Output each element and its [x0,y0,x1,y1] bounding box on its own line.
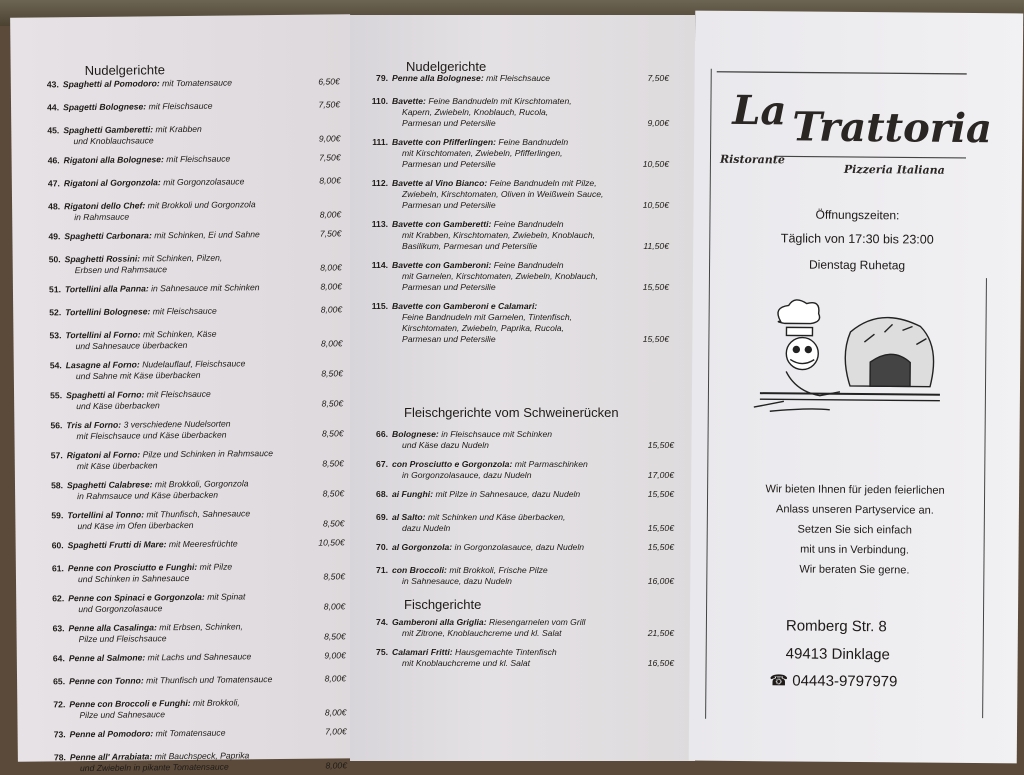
menu-item-price: 8,50€ [321,398,344,409]
menu-item-description: mit Thunfisch und Tomatensauce [146,674,273,686]
menu-item-price: 16,50€ [647,658,674,668]
section-title-fischgerichte: Fischgerichte [404,597,482,612]
menu-item-number: 54. [49,360,62,371]
menu-item-description-continued: und Zwiebeln in pikante Tomatensauce [79,761,229,774]
menu-item-price: 8,50€ [322,458,344,469]
menu-item-description-continued: mit Fleischsauce und Käse überbacken [76,429,227,442]
menu-item-description-continued: Kapern, Zwiebeln, Knoblauch, Rucola, [402,107,549,117]
menu-item-name: Penne al Salmone: [68,652,146,664]
logo-la: La [732,86,787,135]
menu-item-number: 67. [376,459,388,469]
menu-item-name: Bavette con Gamberetti: [392,219,492,229]
menu-item-price: 21,50€ [647,628,674,638]
menu-item-name: Bavette con Gamberoni e Calamari: [392,301,538,311]
menu-item-number: 111. [372,137,388,147]
menu-item-price: 8,00€ [320,262,342,273]
menu-item-description-continued: Basilikum, Parmesan und Petersilie [402,241,538,251]
menu-item-number: 65. [53,676,66,687]
menu-item-description-continued: mit Kirschtomaten, Zwiebeln, Pfifferlingen, [402,148,563,158]
menu-item-name: Spagetti Bolognese: [63,101,147,113]
menu-item-description-continued: und Käse im Ofen überbacken [77,519,194,532]
closed-day: Dienstag Ruhetag [808,257,906,273]
menu-item [35,122,340,147]
menu-item-description: mit Bauchspeck, Paprika [154,750,250,762]
menu-item-description: Hausgemachte Tintenfisch [455,647,557,657]
menu-item-number: 49. [48,231,61,242]
menu-item-description: mit Spinat [207,591,246,602]
menu-item-description-continued: Pilze und Sahnesauce [79,709,165,721]
menu-item-number: 64. [52,653,65,664]
menu-item-number: 68. [376,489,388,499]
menu-item-description-continued: mit Knoblauchcreme und kl. Salat [402,658,531,668]
menu-item-price: 8,50€ [324,631,346,642]
menu-item-name: Bolognese: [392,429,439,439]
menu-item-number: 114. [371,260,388,270]
menu-item-name: ai Funghi: [392,489,434,499]
menu-item-name: Spaghetti Calabrese: [66,479,153,491]
menu-item [364,96,669,129]
menu-item-price: 15,50€ [647,440,674,450]
menu-item-description-continued: Parmesan und Petersilie [402,159,496,169]
section-title-nudelgerichte: Nudelgerichte [84,62,165,79]
menu-item-price: 7,50€ [319,152,341,163]
menu-item-name: al Salto: [392,512,426,522]
party-service-line: Setzen Sie sich einfach [797,523,912,537]
party-service-line: mit uns in Verbindung. [800,543,910,557]
menu-item [364,489,674,500]
menu-item-number: 71. [376,565,388,575]
menu-item-number: 56. [50,420,63,431]
menu-item [38,357,343,382]
menu-item-description: Nudelauflauf, Fleischsauce [142,358,246,370]
menu-item-description-continued: in Gorgonzolasauce, dazu Nudeln [402,470,532,480]
menu-item-description: mit Brokkoli, Frische Pilze [449,565,548,575]
section-title-nudelgerichte-2: Nudelgerichte [406,59,487,74]
telephone-icon: ☎ [769,672,789,690]
menu-item-description: mit Gorgonzolasauce [163,176,245,188]
menu-item [39,447,344,472]
party-service-line: Anlass unseren Partyservice an. [776,503,934,517]
menu-item-price: 8,50€ [323,571,346,582]
logo-trattoria: Trattoria [792,103,993,153]
menu-item-description-continued: mit Garnelen, Kirschtomaten, Zwiebeln, Knoblauch, [402,271,598,281]
menu-item-price: 8,50€ [321,368,343,379]
menu-item-name: Tris al Forno: [66,419,122,431]
menu-item-name: Penne con Spinaci e Gorgonzola: [68,591,205,604]
menu-item-price: 8,00€ [320,281,342,292]
menu-item-description-continued: dazu Nudeln [402,523,451,533]
menu-item-price: 8,00€ [320,338,343,349]
menu-item-number: 51. [48,284,62,295]
menu-item-price: 6,50€ [318,76,340,87]
menu-item-price: 8,00€ [319,175,341,186]
menu-item-description: mit Meeresfrüchte [168,538,238,550]
menu-item-description: mit Lachs und Sahnesauce [147,651,252,663]
menu-item-price: 8,00€ [319,209,342,220]
menu-item-description-continued: und Sahnesauce überbacken [75,339,188,352]
menu-item-description: mit Tomatensauce [155,727,226,739]
menu-item-name: Penne alla Bolognese: [392,73,484,83]
menu-item-name: Bavette: [392,96,426,106]
menu-item-price: 15,50€ [642,282,669,292]
menu-item-name: Spaghetti Carbonara: [64,230,152,242]
menu-item [39,507,344,532]
menu-item-name: Rigatoni al Forno: [66,449,141,461]
phone-line [769,671,897,690]
menu-item [38,387,343,412]
menu-item-number: 62. [52,593,65,604]
menu-item-description: mit Pilze in Sahnesauce, dazu Nudeln [435,489,581,499]
party-service-line: Wir beraten Sie gerne. [799,563,910,577]
menu-item-name: Bavette al Vino Bianco: [392,178,488,188]
menu-item [42,726,347,740]
menu-item-number: 66. [376,429,388,439]
menu-item-number: 110. [371,96,388,106]
menu-item-price: 9,00€ [318,133,341,144]
menu-item-name: Rigatoni alla Bolognese: [63,154,164,166]
menu-item-number: 63. [52,623,65,634]
menu-item [364,178,669,211]
menu-item-description: mit Fleischsauce [486,73,551,83]
menu-item-description: mit Pilze [199,561,233,572]
menu-item-description-continued: und Gorgonzolasauce [78,603,163,615]
menu-item-price: 11,50€ [643,241,669,251]
menu-item-description: in Sahnesauce mit Schinken [151,282,260,294]
menu-item-name: Penne alla Casalinga: [68,622,157,634]
menu-item-number: 72. [53,699,66,710]
menu-item-name: Tortellini Bolognese: [65,306,151,318]
menu-item-number: 113. [371,219,388,229]
menu-item-price: 15,50€ [647,489,674,499]
menu-item-description-continued: mit Krabben, Kirschtomaten, Zwiebeln, Knoblauch, [402,230,595,240]
menu-item-name: Penne all' Arrabiata: [69,751,153,763]
menu-item-description: mit Fleischsauce [166,153,231,165]
menu-item-description: mit Brokkoli und Gorgonzola [147,199,256,211]
menu-item [36,152,341,166]
menu-item-description-continued: in Sahnesauce, dazu Nudeln [402,576,512,586]
menu-item-description-continued: Erbsen und Rahmsauce [74,264,168,276]
menu-item-number: 57. [50,450,63,461]
menu-item-description: Feine Bandnudeln [493,219,564,229]
menu-item-number: 78. [53,752,66,763]
menu-item-number: 48. [48,201,61,212]
menu-item-price: 10,50€ [318,537,345,548]
menu-item-description-continued: in Rahmsauce und Käse überbacken [77,489,219,502]
menu-item-number: 61. [51,563,64,574]
menu-item-description-continued: und Käse überbacken [76,400,160,412]
menu-item-price: 7,50€ [319,228,342,239]
menu-item-description: Feine Bandnudeln [498,137,569,147]
menu-item-description-continued: Kirschtomaten, Zwiebeln, Paprika, Rucola, [402,323,564,333]
menu-item-number: 73. [53,729,66,740]
menu-item [36,228,341,242]
menu-panel-left [10,14,358,774]
menu-item-name: Tortellini al Tonno: [67,509,145,521]
logo-ristorante: Ristorante [719,152,785,167]
menu-item-price: 15,50€ [647,523,674,533]
menu-item [364,260,669,293]
opening-hours: Täglich von 17:30 bis 23:00 [780,231,934,247]
menu-item-description: mit Tomatensauce [162,77,233,89]
menu-item-number: 43. [46,79,59,90]
menu-item-description: mit Schinken, Ei und Sahne [154,229,260,241]
menu-item [37,251,342,276]
menu-item-number: 58. [51,480,64,491]
menu-item-description-continued: mit Käse überbacken [76,460,158,472]
menu-item [364,73,669,84]
menu-item-name: Spaghetti al Pomodoro: [62,78,160,90]
menu-item-name: Spaghetti Rossini: [64,253,141,265]
menu-item [40,560,345,585]
menu-item [38,417,343,442]
menu-item-description: mit Thunfisch, Sahnesauce [146,508,251,520]
menu-item-description-continued: Pilze und Fleischsauce [78,633,167,645]
menu-item-description-continued: und Knoblauchsauce [73,135,154,147]
menu-item-price: 8,00€ [324,673,347,684]
menu-item-name: Tortellini al Forno: [65,329,141,341]
menu-item [364,429,674,451]
menu-item-name: Penne con Prosciutto e Funghi: [67,561,198,574]
party-service-line: Wir bieten Ihnen für jeden feierlichen [765,483,945,497]
menu-item-name: Rigatoni al Gorgonzola: [63,177,161,189]
menu-item-description: mit Schinken, Käse [142,328,217,340]
menu-item-description: mit Fleischsauce [146,388,211,400]
menu-item-name: Rigatoni dello Chef: [64,200,146,212]
menu-item-description-continued: Parmesan und Petersilie [402,118,496,128]
menu-item-description-continued: Parmesan und Petersilie [402,200,496,210]
menu-item [41,673,346,687]
menu-panel-middle [350,15,695,761]
menu-item-price: 15,50€ [642,334,669,344]
menu-item-name: Bavette con Pfifferlingen: [392,137,496,147]
menu-item-description: mit Krabben [155,123,202,135]
menu-item-price: 15,50€ [647,542,674,552]
menu-item-description: Feine Bandnudeln mit Kirschtomaten, [428,96,572,106]
menu-item-price: 8,50€ [322,518,345,529]
menu-item [39,477,344,502]
menu-item-description: mit Schinken und Käse überbacken, [427,512,566,522]
menu-item-name: Tortellini alla Panna: [64,283,149,295]
menu-item-name: Gamberoni alla Griglia: [392,617,487,627]
menu-item-number: 53. [49,330,62,341]
menu-item-number: 74. [376,617,388,627]
menu-item-number: 69. [376,512,388,522]
menu-item-description: in Fleischsauce mit Schinken [441,429,552,439]
menu-item [364,219,669,252]
menu-item-number: 112. [371,178,388,188]
menu-item [364,647,674,669]
menu-item-description-continued: mit Zitrone, Knoblauchcreme und kl. Salat [402,628,562,638]
menu-item-price: 8,00€ [320,304,343,315]
menu-item-price: 10,50€ [642,200,669,210]
menu-item-number: 47. [47,178,60,189]
menu-item-price: 17,00€ [647,470,674,480]
menu-item [37,281,342,295]
menu-item [40,620,345,645]
logo-pizzeria: Pizzeria Italiana [843,162,945,177]
menu-item-description: mit Parmaschinken [514,459,588,469]
menu-item-description: Feine Bandnudeln mit Pilze, [489,178,597,188]
menu-item-description: in Gorgonzolasauce, dazu Nudeln [454,542,585,552]
menu-item-name: Spaghetti Frutti di Mare: [67,539,167,551]
menu-item-description: mit Fleischsauce [148,100,213,112]
menu-item-description: mit Schinken, Pilzen, [142,252,223,264]
menu-item-description-continued: und Schinken in Sahnesauce [77,572,190,585]
menu-item [41,696,346,721]
menu-item-description-continued: Feine Bandnudeln mit Garnelen, Tintenfisch, [402,312,572,322]
menu-item-price: 8,50€ [321,428,344,439]
menu-item-number: 45. [47,125,60,136]
menu-item [35,76,340,90]
menu-item-description: Feine Bandnudeln [493,260,564,270]
menu-item-description-continued: und Käse dazu Nudeln [402,440,489,450]
address-street: Romberg Str. 8 [785,617,887,636]
menu-item-description-continued: Parmesan und Petersilie [402,334,496,344]
menu-item-number: 55. [50,390,63,401]
menu-item-price: 7,50€ [318,99,341,110]
opening-hours-title: Öffnungszeiten: [815,207,900,223]
menu-item-description: mit Brokkoli, Gorgonzola [154,478,249,490]
menu-item-description: Riesengarnelen vom Grill [488,617,586,627]
menu-item-name: Spaghetti al Forno: [66,389,145,401]
menu-item-name: con Prosciutto e Gorgonzola: [392,459,513,469]
menu-item [364,301,669,345]
menu-item-name: Bavette con Gamberoni: [392,260,492,270]
menu-item [364,137,669,170]
menu-item-name: al Gorgonzola: [392,542,453,552]
menu-item-number: 50. [48,254,61,265]
menu-item [364,617,674,639]
menu-item-description-continued: Parmesan und Petersilie [402,282,496,292]
menu-item-price: 9,00€ [647,118,669,128]
phone-number: 04443-9797979 [792,672,898,691]
menu-item-name: Lasagne al Forno: [65,359,140,371]
menu-item [41,650,346,664]
menu-item-price: 9,00€ [324,650,346,661]
menu-item [37,327,342,352]
menu-item-name: con Broccoli: [392,565,447,575]
menu-item-description: mit Brokkoli, [192,697,240,708]
menu-item-description-continued: in Rahmsauce [74,211,130,223]
menu-item-number: 52. [49,307,62,318]
menu-item-price: 7,00€ [325,726,347,737]
menu-item-price: 16,00€ [647,576,674,586]
menu-item [36,175,341,189]
menu-item-name: Penne al Pomodoro: [69,728,154,740]
menu-item-number: 79. [376,73,388,83]
menu-item-name: Calamari Fritti: [392,647,453,657]
menu-item [364,542,674,553]
menu-item-name: Spaghetti Gamberetti: [63,124,154,136]
menu-item-price: 7,50€ [647,73,669,83]
menu-item [40,537,345,551]
menu-item-description-continued: und Sahne mit Käse überbacken [75,369,201,382]
menu-item [364,459,674,481]
menu-item-description: mit Fleischsauce [152,305,217,317]
menu-item [40,590,345,615]
menu-item-description: mit Erbsen, Schinken, [159,621,243,633]
menu-item-number: 70. [376,542,388,552]
menu-item-price: 8,00€ [323,601,346,612]
menu-item [37,304,342,318]
menu-item [364,512,674,534]
menu-item-number: 46. [47,155,60,166]
menu-item [36,198,341,223]
menu-item-number: 44. [47,102,60,113]
menu-item-number: 59. [51,510,64,521]
menu-item-description: 3 verschiedene Nudelsorten [123,418,231,430]
menu-item [364,565,674,587]
menu-item-name: Penne con Tonno: [69,675,144,687]
menu-item-number: 115. [371,301,388,311]
menu-panel-right [689,11,1024,764]
address-city: 49413 Dinklage [785,645,890,664]
menu-item-name: Penne con Broccoli e Funghi: [69,697,191,710]
menu-item-number: 75. [376,647,388,657]
chef-pizza-oven-illustration [750,301,951,423]
menu-item-number: 60. [51,540,64,551]
menu-item-price: 8,00€ [325,760,348,771]
menu-item [42,749,347,774]
menu-item-price: 10,50€ [642,159,669,169]
menu-item-description-continued: Zwiebeln, Kirschtomaten, Oliven in Weißwein Sauce, [402,189,604,199]
menu-item [35,99,340,113]
menu-item-price: 8,00€ [324,707,347,718]
menu-item-price: 8,50€ [322,488,345,499]
section-title-fleischgerichte: Fleischgerichte vom Schweinerücken [404,405,619,420]
menu-item-description: Pilze und Schinken in Rahmsauce [142,448,274,460]
